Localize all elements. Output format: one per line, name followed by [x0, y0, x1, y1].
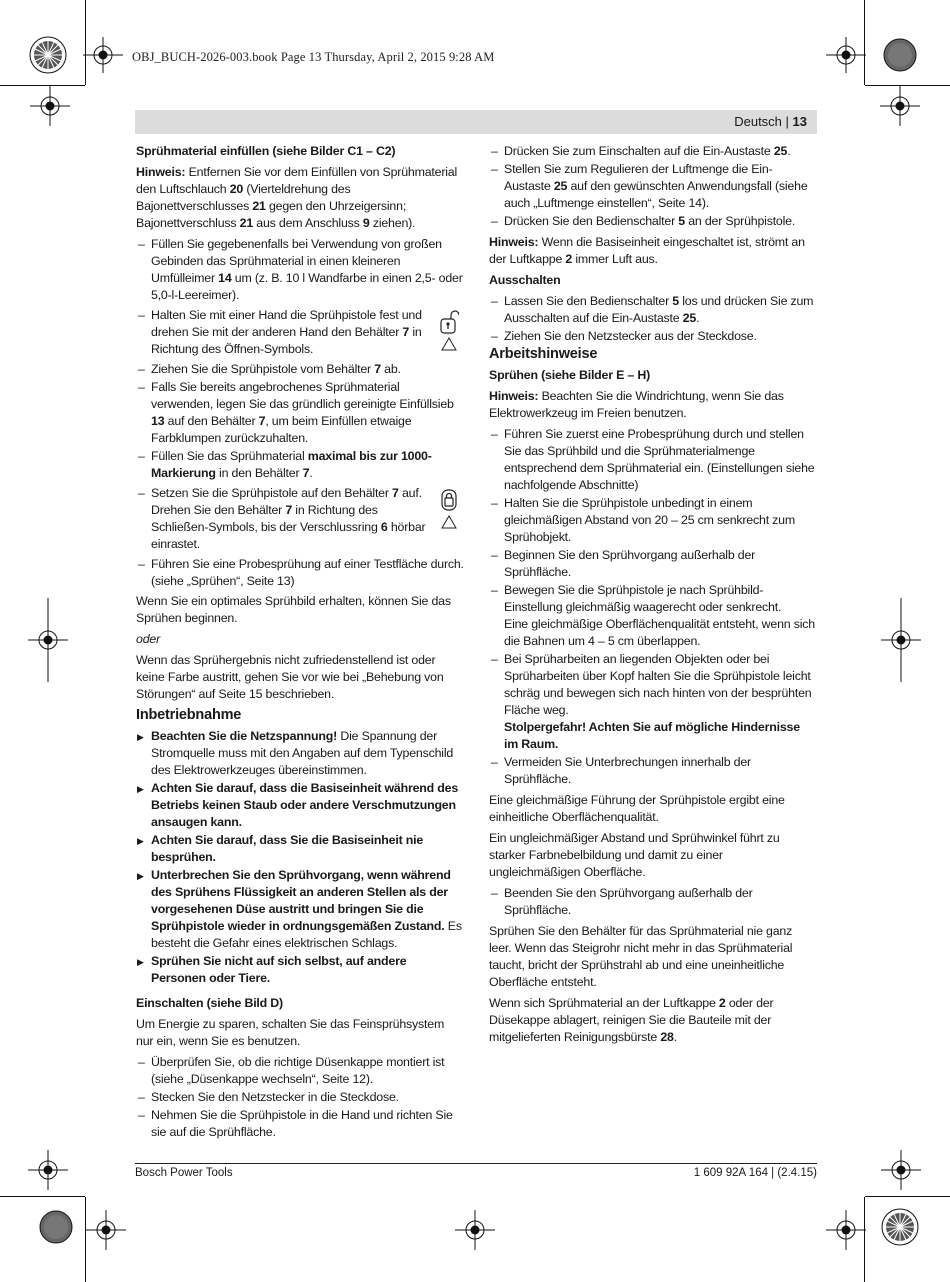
- registration-target-icon: [880, 1207, 920, 1247]
- list-item: – Drücken Sie den Bedienschalter 5 an der Sprühpistole.: [489, 213, 817, 230]
- note-label: Hinweis:: [489, 235, 539, 249]
- unlock-icon: [439, 309, 459, 335]
- list-item: – Bewegen Sie die Sprühpistole je nach Sprühbild-Einstellung gleichmäßig waagerecht oder senkrecht. Eine gleichmäßige Oberflächenqualität entsteht, wenn sich die Bahnen um 4 – 5 cm überlappen.: [489, 582, 817, 650]
- warning-item: ▶ Achten Sie darauf, dass die Basiseinheit während des Betriebs keinen Staub oder andere Verschmutzungen ansaugen kann.: [136, 780, 464, 831]
- section-heading: Einschalten (siehe Bild D): [136, 996, 283, 1010]
- list-item: – Beginnen Sie den Sprühvorgang außerhalb der Sprühfläche.: [489, 547, 817, 581]
- list-item: – Führen Sie zuerst eine Probesprühung durch und stellen Sie das Sprühbild und die Sprühmaterialmenge entsprechend dem Sprühmaterial ein. (Einstellungen siehe nachfolgende Abschnitte): [489, 426, 817, 494]
- list-item: – Beenden Sie den Sprühvorgang außerhalb der Sprühfläche.: [489, 885, 817, 919]
- registration-dot-icon: [36, 1207, 76, 1247]
- list-item: [136, 485, 464, 553]
- note-label: Hinweis:: [136, 165, 186, 179]
- section-heading: Inbetriebnahme: [136, 707, 242, 723]
- triangle-icon: [441, 337, 457, 351]
- footer-rule: [135, 1163, 817, 1164]
- list-item: – Nehmen Sie die Sprühpistole in die Hand und richten Sie sie auf die Sprühfläche.: [136, 1107, 464, 1141]
- right-column: [489, 143, 817, 1050]
- list-item-text: – Setzen Sie die Sprühpistole auf den Behälter 7 auf. Drehen Sie den Behälter 7 in Richtung des Schließen-Symbols, bis der Verschlussring 6 hörbar einrastet.: [151, 486, 426, 551]
- note-text: Beachten Sie die Windrichtung, wenn Sie das Elektrowerkzeug im Freien benutzen.: [489, 389, 784, 420]
- registration-crosshair-icon: [826, 37, 866, 73]
- crop-line: [0, 1196, 85, 1197]
- open-symbol-group: [434, 307, 464, 358]
- list-item: – Lassen Sie den Bedienschalter 5 los und drücken Sie zum Ausschalten auf die Ein-Austaste 25.: [489, 293, 817, 327]
- registration-crosshair-icon: [826, 1210, 866, 1250]
- section-heading: Sprühen (siehe Bilder E – H): [489, 368, 651, 382]
- list-item: [136, 307, 464, 358]
- note-text: Wenn die Basiseinheit eingeschaltet ist, strömt an der Luftkappe 2 immer Luft aus.: [489, 235, 805, 266]
- list-item: – Stecken Sie den Netzstecker in die Steckdose.: [136, 1089, 464, 1106]
- registration-target-icon: [28, 35, 68, 75]
- list-item: – Stellen Sie zum Regulieren der Luftmenge die Ein-Austaste 25 auf den gewünschten Anwendungsfall (siehe auch „Luftmenge einstellen“, Seite 14).: [489, 161, 817, 212]
- list-item: – Füllen Sie das Sprühmaterial maximal bis zur 1000-Markierung in den Behälter 7.: [136, 448, 464, 482]
- header-label: [734, 114, 807, 129]
- registration-crosshair-icon: [881, 598, 921, 682]
- registration-dot-icon: [880, 35, 920, 75]
- close-symbol-group: [434, 485, 464, 553]
- list-item-text: – Halten Sie mit einer Hand die Sprühpistole fest und drehen Sie mit der anderen Hand den Behälter 7 in Richtung des Öffnen-Symbols.: [151, 308, 422, 356]
- registration-crosshair-icon: [881, 1150, 921, 1190]
- registration-crosshair-icon: [880, 86, 920, 126]
- paragraph-oder: oder: [136, 632, 160, 646]
- list-item: – Ziehen Sie den Netzstecker aus der Steckdose.: [489, 328, 817, 345]
- crop-line: [865, 1196, 950, 1197]
- warning-item: ▶ Achten Sie darauf, dass Sie die Basiseinheit nie besprühen.: [136, 832, 464, 866]
- registration-crosshair-icon: [28, 1150, 68, 1190]
- note-paragraph: [489, 388, 817, 422]
- warning-item: ▶ Beachten Sie die Netzspannung! Die Spannung der Stromquelle muss mit den Angaben auf dem Typenschild des Elektrowerkzeuges übereinstimmen.: [136, 728, 464, 779]
- list-item: – Vermeiden Sie Unterbrechungen innerhalb der Sprühfläche.: [489, 754, 817, 788]
- paragraph: Wenn Sie ein optimales Sprühbild erhalten, können Sie das Sprühen beginnen.: [136, 594, 451, 625]
- list-item: – Füllen Sie gegebenenfalls bei Verwendung von großen Gebinden das Sprühmaterial in einen kleineren Umfülleimer 14 um (z. B. 10 l Wandfarbe in einen 2,5- oder 5,0-l-Leereimer).: [136, 236, 464, 304]
- registration-crosshair-icon: [83, 37, 123, 73]
- paragraph: Wenn sich Sprühmaterial an der Luftkappe 2 oder der Düsekappe ablagert, reinigen Sie die Bauteile mit der mitgelieferten Reinigungsbürste 28.: [489, 996, 774, 1044]
- section-heading: Ausschalten: [489, 273, 561, 287]
- paragraph: Ein ungleichmäßiger Abstand und Sprühwinkel führt zu starker Farbnebelbildung und damit zu einer ungleichmäßigen Oberfläche.: [489, 831, 780, 879]
- list-item: – Führen Sie eine Probesprühung auf einer Testfläche durch. (siehe „Sprühen“, Seite 13): [136, 556, 464, 590]
- registration-crosshair-icon: [30, 86, 70, 126]
- file-info-slug: OBJ_BUCH-2026-003.book Page 13 Thursday, April 2, 2015 9:28 AM: [132, 50, 495, 64]
- note-text: Entfernen Sie vor dem Einfüllen von Sprühmaterial den Luftschlauch 20 (Vierteldrehung des Bajonettverschlusses 21 gegen den Uhrzeigersinn; Bajonettverschluss 21 aus dem Anschluss 9 ziehen).: [136, 165, 458, 230]
- footer-brand: Bosch Power Tools: [135, 1167, 233, 1179]
- warning-item: ▶ Sprühen Sie nicht auf sich selbst, auf andere Personen oder Tiere.: [136, 953, 464, 987]
- note-paragraph: [136, 164, 464, 232]
- list-item: – Überprüfen Sie, ob die richtige Düsenkappe montiert ist (siehe „Düsenkappe wechseln“, Seite 12).: [136, 1054, 464, 1088]
- registration-crosshair-icon: [28, 598, 68, 682]
- paragraph: Wenn das Sprühergebnis nicht zufriedenstellend ist oder keine Farbe austritt, gehen Sie vor wie bei „Behebung von Störungen“ auf Seite 15 beschrieben.: [136, 653, 444, 701]
- paragraph: Um Energie zu sparen, schalten Sie das Feinsprühsystem nur ein, wenn Sie es benutzen.: [136, 1017, 445, 1048]
- header-language: Deutsch: [734, 114, 782, 129]
- list-item: – Drücken Sie zum Einschalten auf die Ein-Austaste 25.: [489, 143, 817, 160]
- header-separator: |: [781, 114, 793, 129]
- left-column: [136, 143, 464, 1142]
- paragraph: Eine gleichmäßige Führung der Sprühpistole ergibt eine einheitliche Oberflächenqualität.: [489, 793, 785, 824]
- triangle-icon: [441, 515, 457, 529]
- note-paragraph: [489, 234, 817, 268]
- footer-doc-number: 1 609 92A 164 | (2.4.15): [693, 1167, 817, 1179]
- registration-crosshair-icon: [86, 1210, 126, 1250]
- warning-item: ▶ Unterbrechen Sie den Sprühvorgang, wenn während des Sprühens Flüssigkeit an anderen Stellen als der vorgesehenen Düse austritt und bringen Sie die Sprühpistole wieder in ordnungsgemäßen Zustand. Es besteht die Gefahr eines elektrischen Schlags.: [136, 867, 464, 952]
- list-item: – Halten Sie die Sprühpistole unbedingt in einem gleichmäßigen Abstand von 20 – 25 cm senkrecht zum Sprühobjekt.: [489, 495, 817, 546]
- page-number: 13: [792, 114, 807, 129]
- section-heading: Sprühmaterial einfüllen (siehe Bilder C1 – C2): [136, 144, 396, 158]
- lock-icon: [439, 487, 459, 513]
- registration-crosshair-icon: [455, 1210, 495, 1250]
- list-item: – Ziehen Sie die Sprühpistole vom Behälter 7 ab.: [136, 361, 464, 378]
- list-item: – Bei Sprüharbeiten an liegenden Objekten oder bei Sprüharbeiten über Kopf halten Sie die Sprühpistole leicht schräg und bewegen sich nach hinten von der besprühten Fläche weg. Stolpergefahr! Achten Sie auf mögliche Hindernisse im Raum.: [489, 651, 817, 753]
- note-label: Hinweis:: [489, 389, 539, 403]
- page-header: [135, 110, 817, 134]
- list-item: – Falls Sie bereits angebrochenes Sprühmaterial verwenden, legen Sie das gründlich gereinigte Einfüllsieb 13 auf den Behälter 7, um beim Einfüllen etwaige Farbklumpen zurückzuhalten.: [136, 379, 464, 447]
- paragraph: Sprühen Sie den Behälter für das Sprühmaterial nie ganz leer. Wenn das Steigrohr nicht mehr in das Sprühmaterial taucht, bricht der Sprühstrahl ab und eine uneinheitliche Oberfläche entsteht.: [489, 924, 793, 989]
- section-heading: Arbeitshinweise: [489, 346, 598, 362]
